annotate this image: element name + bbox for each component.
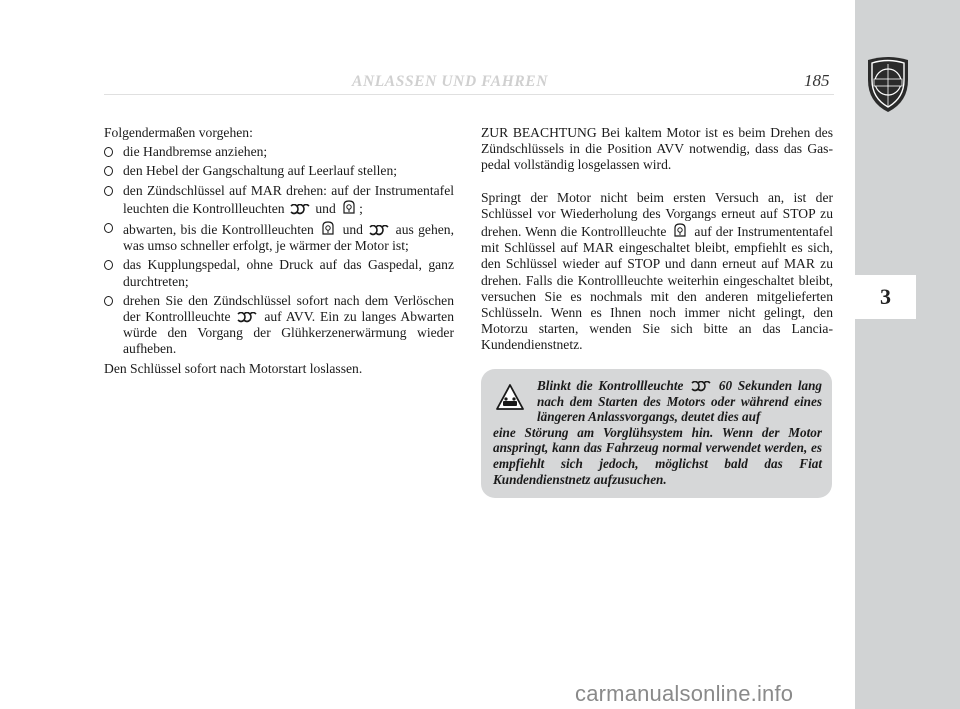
closing-text: Den Schlüssel sofort nach Motorstart loslassen. xyxy=(104,360,363,376)
note-paragraph: ZUR BEACHTUNG Bei kaltem Motor ist es beim Drehen des Zündschlüssels in die Position AVV notwendig, dass das Gaspedal vollständig losgelassen wird. xyxy=(481,125,833,173)
running-title: ANLASSEN UND FAHREN xyxy=(352,73,549,90)
warning-lead: Blinkt die Kontrollleuchte 60 Sekunden lang nach dem Starten des Motors oder während eines längeren Anlassvorgangs, deutet dies auf xyxy=(537,378,823,425)
immobilizer-icon xyxy=(672,222,688,238)
restart-paragraph: Springt der Motor nicht beim ersten Versuch an, ist der Schlüssel vor Wiederholung des Vorgangs erneut auf STOP zu drehen. Wenn die Kontrollleuchte auf der Instrumententafel mit Schlüssel auf MAR eingeschaltet bleibt, empfiehlt es sich, den Schlüssel wieder auf STOP und dann erneut auf MAR zu drehen. Falls die Kontrollleuchte weiterhin eingeschaltet bleibt, versuchen Sie es nochmals mit den anderen mitgelieferten Schlüsseln. Wenn es Ihnen noch immer nicht gelingt, den Motorzu starten, wenden Sie sich bitte an das Lancia-Kundendienstnetz. xyxy=(481,189,833,353)
list-item: das Kupplungspedal, ohne Druck auf das Gaspedal, ganz durchtreten; xyxy=(104,257,454,289)
glow-plug-icon xyxy=(369,225,389,236)
list-item: den Hebel der Gangschaltung auf Leerlauf stellen; xyxy=(104,163,454,179)
footer-watermark: carmanualsonline.info xyxy=(575,681,794,706)
immobilizer-icon xyxy=(320,220,336,236)
list-item: abwarten, bis die Kontrollleuchten und aus gehen, was umso schneller erfolgt, je wärmer der Motor ist; xyxy=(104,220,454,254)
lancia-logo-icon xyxy=(864,54,912,114)
bullet-icon xyxy=(104,260,113,270)
warning-text xyxy=(493,378,822,487)
header-divider xyxy=(104,94,834,95)
chapter-number[interactable]: 3 xyxy=(855,275,916,319)
left-column xyxy=(104,125,454,377)
bullet-icon xyxy=(104,296,113,306)
bullet-icon xyxy=(104,223,113,233)
page-number: 185 xyxy=(804,71,830,90)
immobilizer-icon xyxy=(341,199,357,215)
glow-plug-icon xyxy=(290,204,310,215)
bullet-icon xyxy=(104,186,113,196)
list-item: die Handbremse anziehen; xyxy=(104,144,454,160)
right-column xyxy=(481,125,833,354)
bullet-icon xyxy=(104,166,113,176)
glow-plug-icon xyxy=(691,381,711,392)
glow-plug-icon xyxy=(237,312,257,323)
step-list xyxy=(104,144,454,357)
warning-body: eine Störung am Vorglühsystem hin. Wenn der Motor anspringt, kann das Fahrzeug normal verwendet werden, es empfiehlt sich jedoch, möglichst bald das Fiat Kundendienstnetz aufzusuchen. xyxy=(493,424,822,487)
list-item: drehen Sie den Zündschlüssel sofort nach dem Verlöschen der Kontrollleuchte auf AVV. Ein zu langes Abwarten würde den Vorgang der Glühkerzenerwärmung wieder aufheben. xyxy=(104,293,454,358)
intro-text: Folgendermaßen vorgehen: xyxy=(104,125,253,140)
list-item: den Zündschlüssel auf MAR drehen: auf der Instrumentafel leuchten die Kontrollleuchten und ; xyxy=(104,183,454,217)
bullet-icon xyxy=(104,147,113,157)
